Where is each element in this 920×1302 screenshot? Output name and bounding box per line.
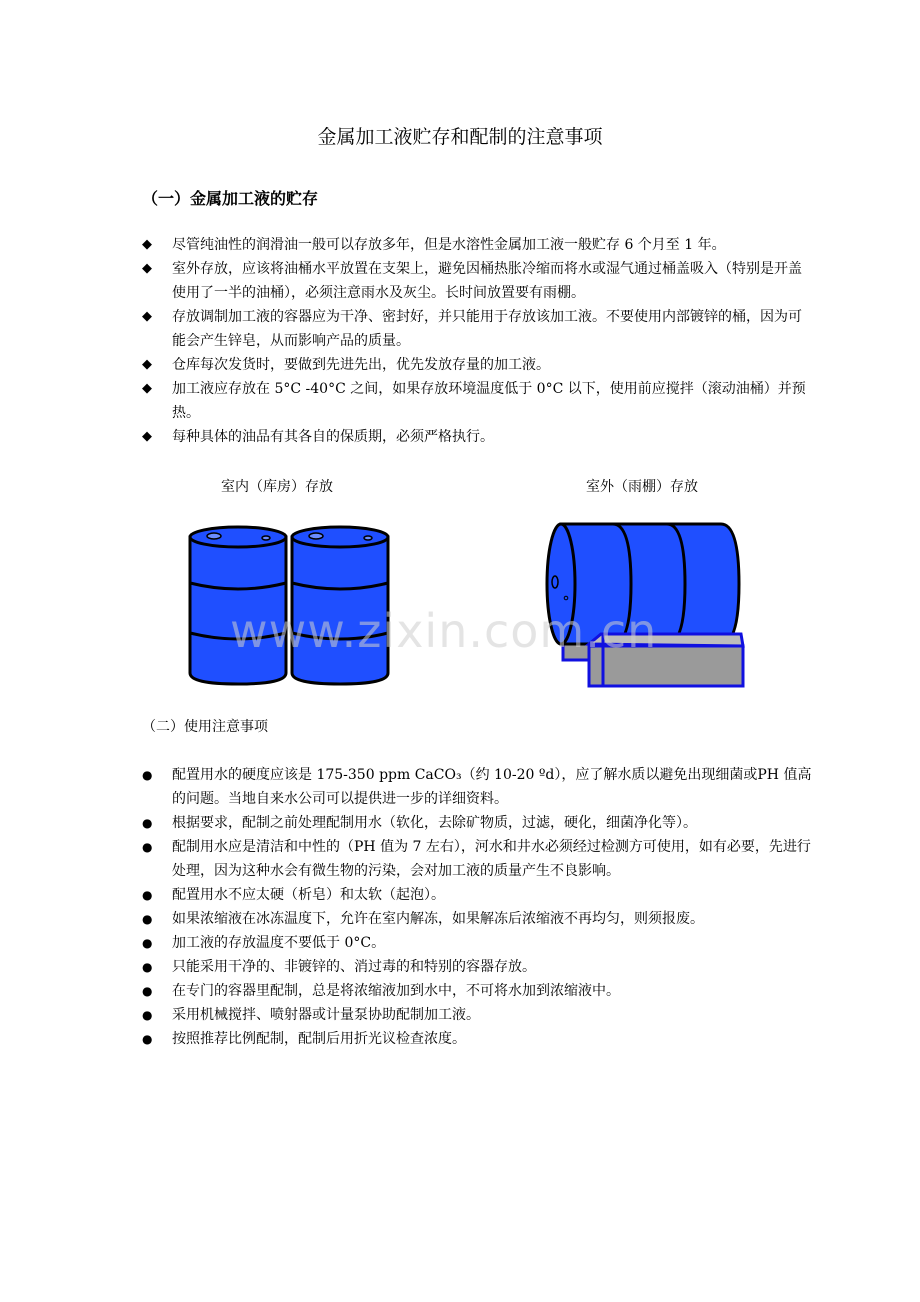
list-item: ◆ 每种具体的油品有其各自的保质期，必须严格执行。 <box>142 425 812 449</box>
storage-list <box>142 233 812 449</box>
list-item: ◆ 存放调制加工液的容器应为干净、密封好，并只能用于存放该加工液。不要使用内部镀锌的桶，因为可能会产生锌皂，从而影响产品的质量。 <box>142 305 812 353</box>
list-item: ● 采用机械搅拌、喷射器或计量泵协助配制加工液。 <box>142 1003 812 1027</box>
watermark: www.zixin.com.cn <box>230 604 658 658</box>
section-heading-storage: （一）金属加工液的贮存 <box>142 189 319 208</box>
list-item: ● 在专门的容器里配制，总是将浓缩液加到水中，不可将水加到浓缩液中。 <box>142 979 812 1003</box>
list-item: ● 根据要求，配制之前处理配制用水（软化，去除矿物质，过滤，硬化，细菌净化等）。 <box>142 811 812 835</box>
list-item: ◆ 室外存放，应该将油桶水平放置在支架上，避免因桶热胀冷缩而将水或湿气通过桶盖吸入（特别是开盖使用了一半的油桶），必须注意雨水及灰尘。长时间放置要有雨棚。 <box>142 257 812 305</box>
list-item: ● 只能采用干净的、非镀锌的、消过毒的和特别的容器存放。 <box>142 955 812 979</box>
outdoor-storage-caption: 室外（雨棚）存放 <box>586 479 698 495</box>
usage-list <box>142 763 812 1051</box>
list-item: ◆ 仓库每次发货时，要做到先进先出，优先发放存量的加工液。 <box>142 353 812 377</box>
list-item: ● 按照推荐比例配制，配制后用折光议检查浓度。 <box>142 1027 812 1051</box>
list-item: ◆ 尽管纯油性的润滑油一般可以存放多年，但是水溶性金属加工液一般贮存 6 个月至 1 年。 <box>142 233 812 257</box>
indoor-storage-caption: 室内（库房）存放 <box>221 479 333 495</box>
list-item: ● 加工液的存放温度不要低于 0°C。 <box>142 931 812 955</box>
list-item: ◆ 加工液应存放在 5°C -40°C 之间，如果存放环境温度低于 0°C 以下，使用前应搅拌（滚动油桶）并预热。 <box>142 377 812 425</box>
list-item: ● 如果浓缩液在冰冻温度下，允许在室内解冻，如果解冻后浓缩液不再均匀，则须报废。 <box>142 907 812 931</box>
page-title: 金属加工液贮存和配制的注意事项 <box>317 126 603 148</box>
section-heading-usage: （二）使用注意事项 <box>142 719 268 735</box>
list-item: ● 配制用水应是清洁和中性的（PH 值为 7 左右），河水和井水必须经过检测方可使用，如有必要，先进行处理，因为这种水会有微生物的污染，会对加工液的质量产生不良影响。 <box>142 835 812 883</box>
list-item: ● 配置用水的硬度应该是 175-350 ppm CaCO₃（约 10-20 ºd），应了解水质以避免出现细菌或PH 值高的问题。当地自来水公司可以提供进一步的详细资料。 <box>142 763 812 811</box>
list-item: ● 配置用水不应太硬（析皂）和太软（起泡）。 <box>142 883 812 907</box>
